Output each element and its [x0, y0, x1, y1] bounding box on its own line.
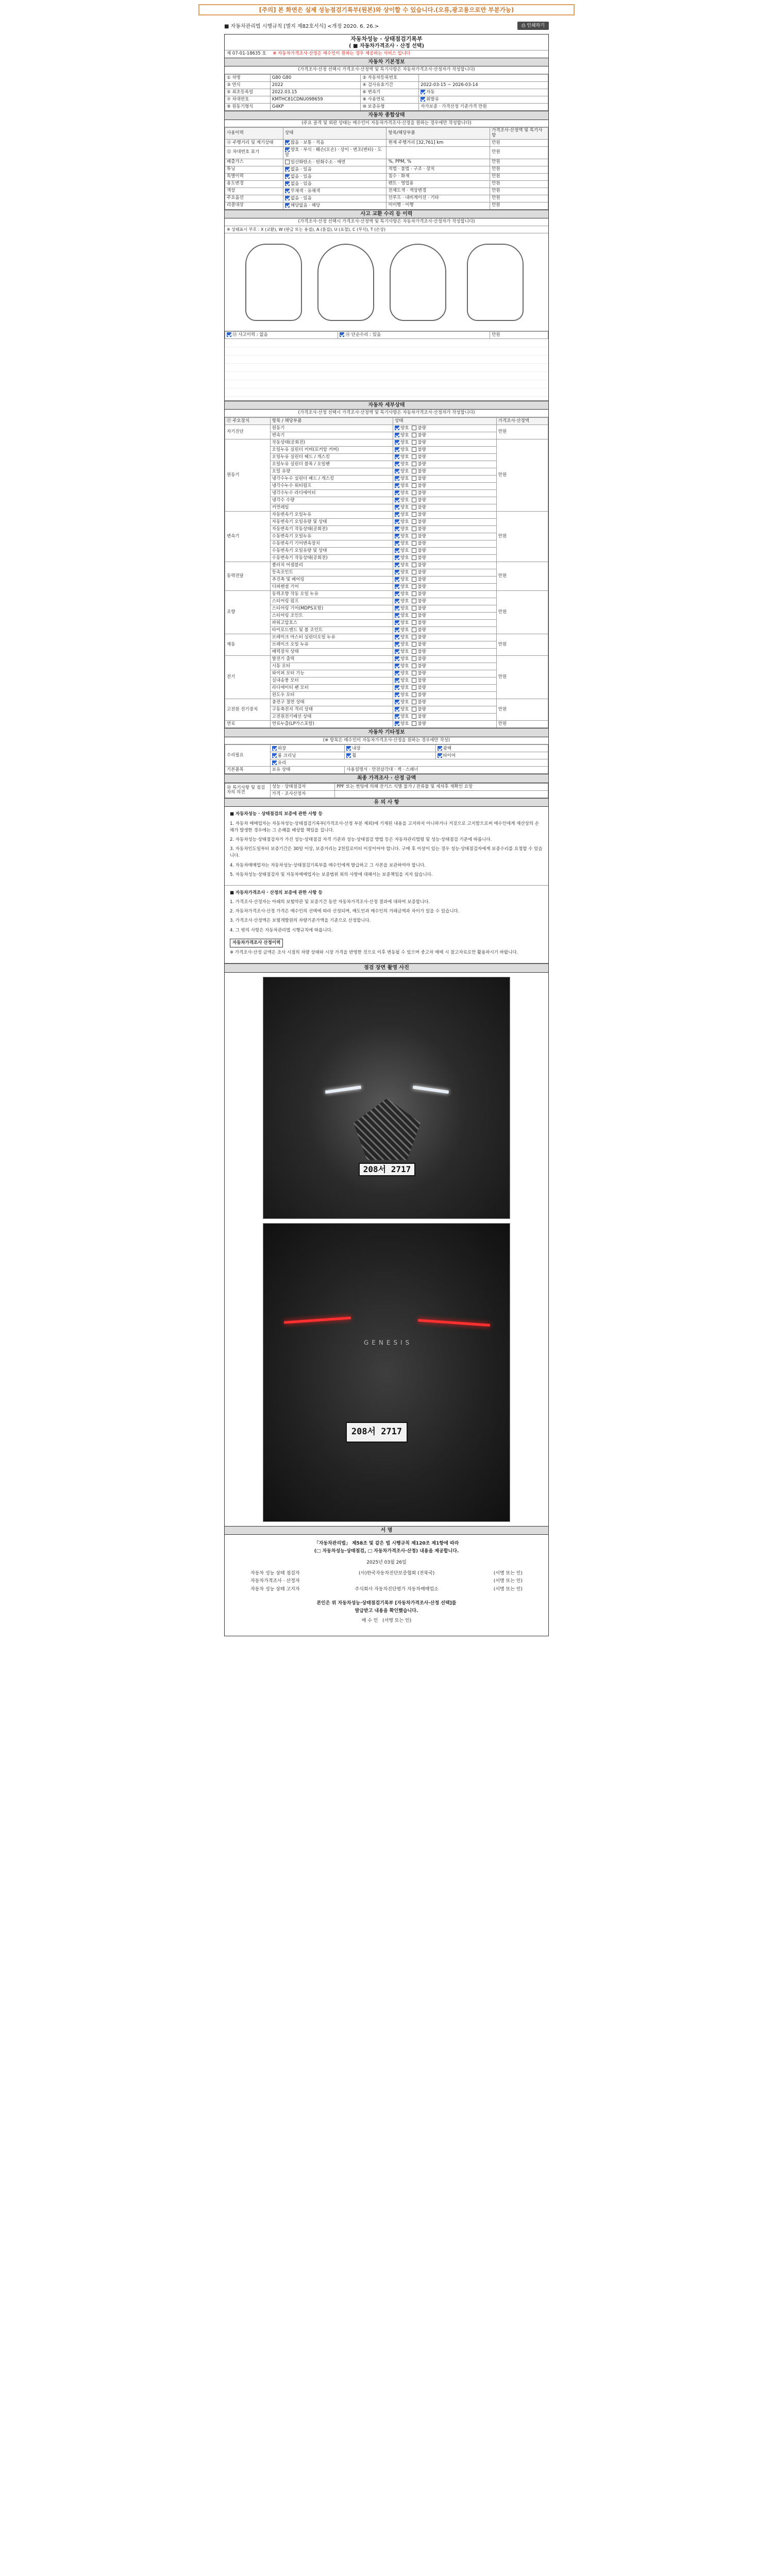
table-row: 연료 연료누출(LP가스포함) 양호 불량 만원: [225, 721, 548, 728]
notes-part1-title: ■ 자동차성능 · 상태점검의 보증에 관한 사항 등: [230, 811, 323, 817]
table-row: 냉각수누수 라디에이터 양호 불량: [225, 490, 548, 497]
notes-part2: [225, 886, 548, 963]
check-icon: [395, 476, 399, 481]
check-icon: [395, 498, 399, 502]
check-icon: [346, 753, 351, 758]
table-row: 오일누유 실린더 커버(로커암 커버) 양호 불량: [225, 447, 548, 454]
notes-box-text: ※ 가격조사·산정 금액은 조사 시점의 차량 상태와 시장 가격을 반영한 것으로 이후 변동될 수 있으며 중고차 매매 시 참고자료로만 활용하시기 바랍니다.: [230, 950, 518, 955]
check-icon: [395, 469, 399, 473]
extra-head: 자동차 기타정보: [225, 728, 548, 737]
check-icon: [346, 746, 351, 751]
check-icon: [285, 203, 290, 208]
front-photo: [263, 977, 510, 1219]
table-row: 윈도우 모터 양호 불량: [225, 692, 548, 699]
table-row: 제동 브레이크 마스터 실린더오일 누유 양호 불량 만원: [225, 634, 548, 641]
check-icon: [412, 678, 416, 683]
photos-head: 점검 장면 촬영 사진: [225, 963, 548, 973]
check-icon: [395, 555, 399, 560]
table-row: 튜닝 없음 · 있음 적법 · 불법 · 구조 · 장치 만원: [225, 166, 548, 173]
check-icon: [412, 613, 416, 618]
check-icon: [395, 426, 399, 430]
check-icon: [285, 167, 290, 172]
table-row: 라디에이터 팬 모터 양호 불량: [225, 685, 548, 692]
check-icon: [395, 534, 399, 538]
table-row: 스티어링 기어(MDPS포함) 양호 불량: [225, 605, 548, 613]
check-icon: [395, 700, 399, 704]
table-row: 기본품목 보유 상태 사용설명서 · 안전삼각대 · 잭 · 스패너: [225, 767, 548, 774]
basic-info-head: 자동차 기본정보: [225, 58, 548, 67]
check-icon: [227, 332, 231, 337]
check-icon: [395, 714, 399, 719]
table-row: 자동변속기 오일유량 및 상태 양호 불량: [225, 519, 548, 526]
check-icon: [395, 490, 399, 495]
document-number: 제 07-01-18635 호: [227, 51, 266, 57]
check-icon: [412, 490, 416, 495]
check-icon: [395, 541, 399, 546]
check-icon: [395, 620, 399, 625]
body-state-sub: (가격조사·산정 선택시 가격조사·산정액 및 특기사항은 자동차가격조사·산정자가 작성합니다): [225, 218, 548, 226]
table-row: 수리필요 외장 내장 광택: [225, 745, 548, 752]
table-row: 색상 무채색 · 유채색 전체도색 · 색상변경 만원: [225, 188, 548, 195]
table-header-row: 사용이력 상태 항목/해당부품 가격조사·산정액 및 특기사항: [225, 128, 548, 140]
check-icon: [395, 563, 399, 567]
headlight-right: [413, 1086, 449, 1094]
table-row: 특별이력 없음 · 있음 침수 · 화재 만원: [225, 173, 548, 180]
buyer-row: 매 수 인 (서명 또는 인): [361, 1618, 412, 1624]
print-button[interactable]: ⎙ 인쇄하기: [517, 22, 549, 30]
confirm-2: 발급받고 내용을 확인했습니다.: [355, 1608, 418, 1614]
table-row: 용도변경 없음 · 있음 렌트 · 영업용 만원: [225, 180, 548, 188]
notes-box-title: 자동차가격조사 산정이력: [230, 939, 283, 947]
check-icon: [412, 527, 416, 531]
check-icon: [285, 174, 290, 179]
check-icon: [421, 97, 425, 101]
sign-statement-1: 「자동차관리법」 제58조 및 같은 법 시행규칙 제120조 제1항에 따라: [314, 1541, 459, 1547]
check-icon: [412, 620, 416, 625]
sign-statement-2: (□ 자동차성능·상태점검, □ 자동차가격조사·산정) 내용을 제공합니다.: [314, 1549, 459, 1554]
check-icon: [395, 462, 399, 466]
table-row: ⑦ 차대번호 KMTHC81CDNU098659 ⑧ 사용연료 휘발유: [225, 96, 548, 104]
check-icon: [395, 570, 399, 574]
check-icon: [412, 606, 416, 611]
check-icon: [395, 548, 399, 553]
car-outline-icon: [317, 244, 374, 321]
table-row: 냉각수누수 실린더 헤드 / 개스킷 양호 불량: [225, 476, 548, 483]
check-icon: [412, 548, 416, 553]
table-row: 오일누유 실린더 헤드 / 개스킷 양호 불량: [225, 454, 548, 461]
check-icon: [395, 613, 399, 618]
check-icon: [412, 714, 416, 719]
check-icon: [285, 147, 290, 152]
table-row: 주요옵션 없음 · 있음 선루프 · 내비게이션 · 기타 만원: [225, 195, 548, 202]
table-row: 스티어링 조인트 양호 불량: [225, 613, 548, 620]
front-plate: 208서 2717: [359, 1163, 415, 1176]
law-reference: ■ 자동차관리법 시행규칙 [별지 제82호서식] <개정 2020. 6. 26.>: [224, 24, 379, 29]
table-row: ⑱ 특기사항 및 점검자의 의견 성능 · 상태점검자 PPF 또는 썬팅에 의해 잔기스 식별 불가 / 잔류물 및 세차후 재확인 요망: [225, 783, 548, 790]
check-icon: [412, 671, 416, 675]
table-row: 가격 · 조사산정자: [225, 790, 548, 798]
check-icon: [285, 189, 290, 193]
check-icon: [285, 140, 290, 145]
table-row: 고전원 전기장치 충전구 절연 상태 양호 불량 만원: [225, 699, 548, 706]
check-icon: [412, 426, 416, 430]
table-row: 룸 크리닝 휠 타이어: [225, 752, 548, 759]
table-row: ③ 연식 2022 ④ 검사유효기간 2022-03-15 ~ 2026-03-14: [225, 82, 548, 89]
table-row: 수동변속기 기어변속장치 양호 불량: [225, 540, 548, 548]
check-icon: [412, 700, 416, 704]
check-icon: [395, 664, 399, 668]
check-icon: [412, 541, 416, 546]
document-number-row: [225, 50, 548, 58]
check-icon: [395, 678, 399, 683]
check-icon: [412, 591, 416, 596]
extra-sub: (※ 항목은 매수인이 자동차가격조사·산정을 원하는 경우에만 작성): [225, 737, 548, 745]
sign-date: 2025년 03월 26일: [366, 1560, 407, 1565]
document-title: 자동차성능 · 상태점검기록부: [350, 36, 423, 42]
table-row: 와이퍼 모터 기능 양호 불량: [225, 670, 548, 677]
check-icon: [412, 635, 416, 639]
check-icon: [395, 527, 399, 531]
details-sub: (가격조사·산정 선택시 가격조사·산정액 및 특기사항은 자동차가격조사·산정자가 작성합니다): [225, 410, 548, 417]
check-icon: [421, 90, 425, 94]
check-icon: [412, 628, 416, 632]
check-icon: [395, 685, 399, 690]
extra-table: [225, 744, 548, 774]
check-icon: [395, 505, 399, 510]
body-state-head: 사고 교환 수리 등 이력: [225, 210, 548, 219]
inspection-head: 자동차 종합상태: [225, 111, 548, 120]
details-table: [225, 417, 548, 728]
check-icon: [395, 707, 399, 711]
top-line: [224, 22, 549, 34]
check-icon: [412, 642, 416, 647]
check-icon: [272, 746, 277, 751]
special-table: [225, 783, 548, 798]
check-icon: [412, 584, 416, 589]
sign-head: 서 명: [225, 1526, 548, 1535]
car-outline-icon: [245, 244, 302, 321]
check-icon: [412, 721, 416, 726]
notice-banner: [주의] 본 화면은 실제 성능점검기록부(원본)와 상이할 수 있습니다.(오류,광고용으로만 부분가능): [198, 4, 575, 15]
check-icon: [412, 685, 416, 690]
check-icon: [285, 196, 290, 200]
table-row: 타이로드엔드 및 볼 조인트 양호 불량: [225, 627, 548, 634]
genesis-badge: GENESIS: [364, 1338, 413, 1346]
table-row: ① 차명 G80 G80 ② 자동차등록번호: [225, 75, 548, 82]
rear-plate: 208서 2717: [346, 1422, 408, 1443]
table-row: 전기 발전기 출력 양호 불량 만원: [225, 656, 548, 663]
check-icon: [412, 505, 416, 510]
check-icon: [438, 753, 442, 758]
note-item: 1. 자동차 매매업자는 자동차성능·상태점검기록부(가격조사·산정 부분 제외)에 기재된 내용을 고지하지 아니하거나 거짓으로 고지함으로써 매수인에게 재산상의 손해가 발생한 경우에는 그 손해를 배상할 책임을 집니다.: [230, 821, 539, 833]
table-row: 자기진단 원동기 양호 불량 만원: [225, 425, 548, 432]
check-icon: [395, 635, 399, 639]
check-icon: [395, 721, 399, 726]
taillight-right: [418, 1319, 490, 1327]
special-head: 최종 가격조사 · 산정 금액: [225, 774, 548, 783]
table-row: 시동 모터 양호 불량: [225, 663, 548, 670]
check-icon: [412, 649, 416, 654]
table-row: 오일 유량 양호 불량: [225, 468, 548, 476]
check-icon: [395, 433, 399, 437]
check-icon: [412, 440, 416, 445]
table-row: 수동변속기 오일누유 양호 불량: [225, 533, 548, 540]
table-row: 구동축전지 격리 상태 양호 불량: [225, 706, 548, 714]
check-icon: [395, 692, 399, 697]
note-item: 5. 자동차성능·상태점검자 및 자동차매매업자는 보증범위 외의 사항에 대해서는 보증책임을 지지 않습니다.: [230, 872, 433, 877]
car-outline-icon: [467, 244, 524, 321]
sign-row: 자동차 성능 상태 점검자 (사)한국자동차진단보증협회 (전북국) (서명 또는 인): [250, 1570, 523, 1576]
table-row: 조향 동력조향 작동 오일 누유 양호 불량 만원: [225, 591, 548, 598]
sign-row: 자동차가격조사 · 산정자 (서명 또는 인): [250, 1579, 523, 1584]
check-icon: [412, 447, 416, 452]
check-icon: [412, 656, 416, 661]
notes-part1: [225, 807, 548, 885]
check-icon: [412, 498, 416, 502]
table-row: 동력전달 클러치 어셈블리 양호 불량 만원: [225, 562, 548, 569]
table-row: ⑨ 원동기형식 G4KP ⑩ 보증유형 자가보증 · 가격산정 기준가격 만원: [225, 104, 548, 111]
basic-info-sub: (가격조사·산정 선택시 가격조사·산정액 및 특기사항은 자동차가격조사·산정자가 작성합니다): [225, 66, 548, 74]
confirm-1: 본인은 위 자동차성능·상태점검기록부 [자동차가격조사·산정 선택]를: [316, 1600, 457, 1606]
table-row: 스티어링 펌프 양호 불량: [225, 598, 548, 605]
notes-part2-title: ■ 자동차가격조사 · 산정의 보증에 관한 사항 등: [230, 890, 323, 895]
car-outline-icon: [390, 244, 446, 321]
taillight-left: [284, 1316, 351, 1324]
check-icon: [395, 454, 399, 459]
check-icon: [395, 606, 399, 611]
table-row: 원동기 작동상태(공회전) 양호 불량 만원: [225, 439, 548, 447]
table-row: 변속기 양호 불량: [225, 432, 548, 439]
check-icon: [412, 433, 416, 437]
check-icon: [412, 707, 416, 711]
check-icon: [395, 649, 399, 654]
check-icon: [438, 746, 442, 751]
table-header-row: ⑰ 주요장치 항목 / 해당부품 상태 가격조사·산정액: [225, 418, 548, 425]
table-row: 유리: [225, 759, 548, 767]
check-icon: [412, 664, 416, 668]
table-row: ⑬ 사고이력 : 없음 ⑭ 단순수리 : 있음 만원: [225, 331, 548, 338]
table-row: 수동변속기 작동상태(공회전) 양호 불량: [225, 555, 548, 562]
rear-photo: [263, 1223, 510, 1522]
notes-title: 유 의 사 항: [225, 798, 548, 807]
check-icon: [395, 447, 399, 452]
details-head: 자동차 세부상태: [225, 401, 548, 410]
table-row: 배력장치 상태 양호 불량: [225, 649, 548, 656]
table-row: 수동변속기 오일유량 및 상태 양호 불량: [225, 548, 548, 555]
check-icon: [395, 512, 399, 517]
check-icon: [412, 599, 416, 603]
table-row: 등속조인트 양호 불량: [225, 569, 548, 577]
check-icon: [395, 628, 399, 632]
check-icon: [412, 563, 416, 567]
check-icon: [395, 577, 399, 582]
check-icon: [412, 534, 416, 538]
table-row: 파워고압호스 양호 불량: [225, 620, 548, 627]
panel-grid: [225, 339, 548, 401]
inspection-sheet: [224, 22, 549, 1636]
check-icon: [395, 483, 399, 488]
table-row: 디퍼렌셜 기어 양호 불량: [225, 584, 548, 591]
print-icon: ⎙: [522, 23, 527, 28]
table-row: 브레이크 오일 누유 양호 불량: [225, 641, 548, 649]
table-row: ⑪ 주행거리 및 계기상태 많음 · 보통 · 적음 현재 주행거리 [32,761] km 만원: [225, 139, 548, 146]
table-row: 리콜대상 해당없음 · 해당 미이행 · 이행 만원: [225, 202, 548, 209]
check-icon: [412, 469, 416, 473]
note-item: 1. 가격조사·산정자는 아래의 보험약관 및 보증기간 동안 자동차가격조사·산정 결과에 대하여 보증합니다.: [230, 900, 430, 905]
headlight-left: [325, 1086, 361, 1094]
table-row: ⑫ 차대번호 표기 양호 · 부식 · 훼손(오손) · 상이 · 변조(변타) · 도말 만원: [225, 146, 548, 159]
note-item: 4. 자동차매매업자는 자동차성능·상태점검기록부를 매수인에게 발급하고 그 사본을 보관하여야 합니다.: [230, 862, 426, 868]
front-grille: [354, 1098, 421, 1160]
body-state-legend: ※ 상태표시 부호 : X (교환), W (판금 또는 용접), A (흠집), U (요철), C (부식), T (손상): [225, 226, 548, 233]
table-row: 실내송풍 모터 양호 불량: [225, 677, 548, 685]
basic-info-table: [225, 74, 548, 111]
check-icon: [395, 671, 399, 675]
document-warning: ※ 자동차가격조사·산정은 매수인이 원하는 경우 제공하는 서비스 입니다: [273, 51, 411, 57]
note-item: 3. 자동차인도일부터 보증기간은 30일 이상, 보증거리는 2천킬로미터 이상이어야 합니다. 구매 후 이상이 있는 경우 성능·상태점검자에게 보증수리를 요청할 수 있습니다.: [230, 846, 543, 859]
note-item: 3. 가격조사·산정액은 보험개발원의 차량기준가액을 기준으로 산정합니다.: [230, 918, 371, 924]
table-row: 고전원전기배선 상태 양호 불량: [225, 714, 548, 721]
car-diagram: [225, 233, 548, 331]
check-icon: [395, 656, 399, 661]
check-icon: [272, 760, 277, 765]
inspection-sub: (주요 골격 및 외판 상태는 매수인이 자동차가격조사·산정을 원하는 경우에만 작성합니다): [225, 120, 548, 128]
record-form: [224, 34, 549, 1636]
table-row: 배출가스 일산화탄소 · 탄화수소 · 매연 %, PPM, % 만원: [225, 159, 548, 166]
table-row: 오일누유 실린더 블록 / 오일팬 양호 불량: [225, 461, 548, 468]
check-icon: [395, 519, 399, 524]
table-row: ⑤ 최초등록일 2022.03.15 ⑥ 변속기 자동: [225, 89, 548, 96]
check-icon: [412, 454, 416, 459]
accident-table: [225, 331, 548, 339]
table-row: 냉각수 수량 양호 불량: [225, 497, 548, 504]
document-subtitle: ( ■ 자동차가격조사 · 산정 선택): [348, 43, 425, 49]
check-icon: [395, 440, 399, 445]
inspection-table: [225, 127, 548, 209]
note-item: 2. 자동차성능·상태점검자가 가진 성능·상태점검 자격 기준과 성능·상태점검 방법 등은 자동차관리법령 및 성능·상태점검 기준에 따릅니다.: [230, 837, 492, 842]
sign-row: 자동차 성능 상태 고지자 주식회사 자동차진단평가 자동차매매업소 (서명 또는 인): [250, 1586, 523, 1592]
sign-area: [225, 1535, 548, 1636]
table-row: 냉각수누수 워터펌프 양호 불량: [225, 483, 548, 490]
check-icon: [340, 332, 344, 337]
check-icon: [395, 599, 399, 603]
table-row: 자동변속기 작동상태(공회전) 양호 불량: [225, 526, 548, 533]
table-row: 추진축 및 베어링 양호 불량: [225, 577, 548, 584]
note-item: 4. 그 밖의 사항은 자동차관리법 시행규칙에 따릅니다.: [230, 927, 333, 933]
check-icon: [412, 462, 416, 466]
check-icon: [285, 160, 290, 164]
check-icon: [412, 570, 416, 574]
check-icon: [412, 483, 416, 488]
check-icon: [412, 555, 416, 560]
check-icon: [285, 181, 290, 186]
check-icon: [272, 753, 277, 758]
check-icon: [412, 692, 416, 697]
check-icon: [412, 577, 416, 582]
check-icon: [412, 519, 416, 524]
check-icon: [395, 584, 399, 589]
check-icon: [395, 591, 399, 596]
check-icon: [412, 512, 416, 517]
photos-area: [225, 973, 548, 1526]
table-row: 변속기 자동변속기 오일누유 양호 불량 만원: [225, 512, 548, 519]
check-icon: [395, 642, 399, 647]
note-item: 2. 자동차가격조사·산정 가격은 매수인의 선택에 따라 산정되며, 매도인과 매수인의 거래금액과 차이가 있을 수 있습니다.: [230, 909, 460, 914]
check-icon: [412, 476, 416, 481]
table-row: 커먼레일 양호 불량: [225, 504, 548, 512]
